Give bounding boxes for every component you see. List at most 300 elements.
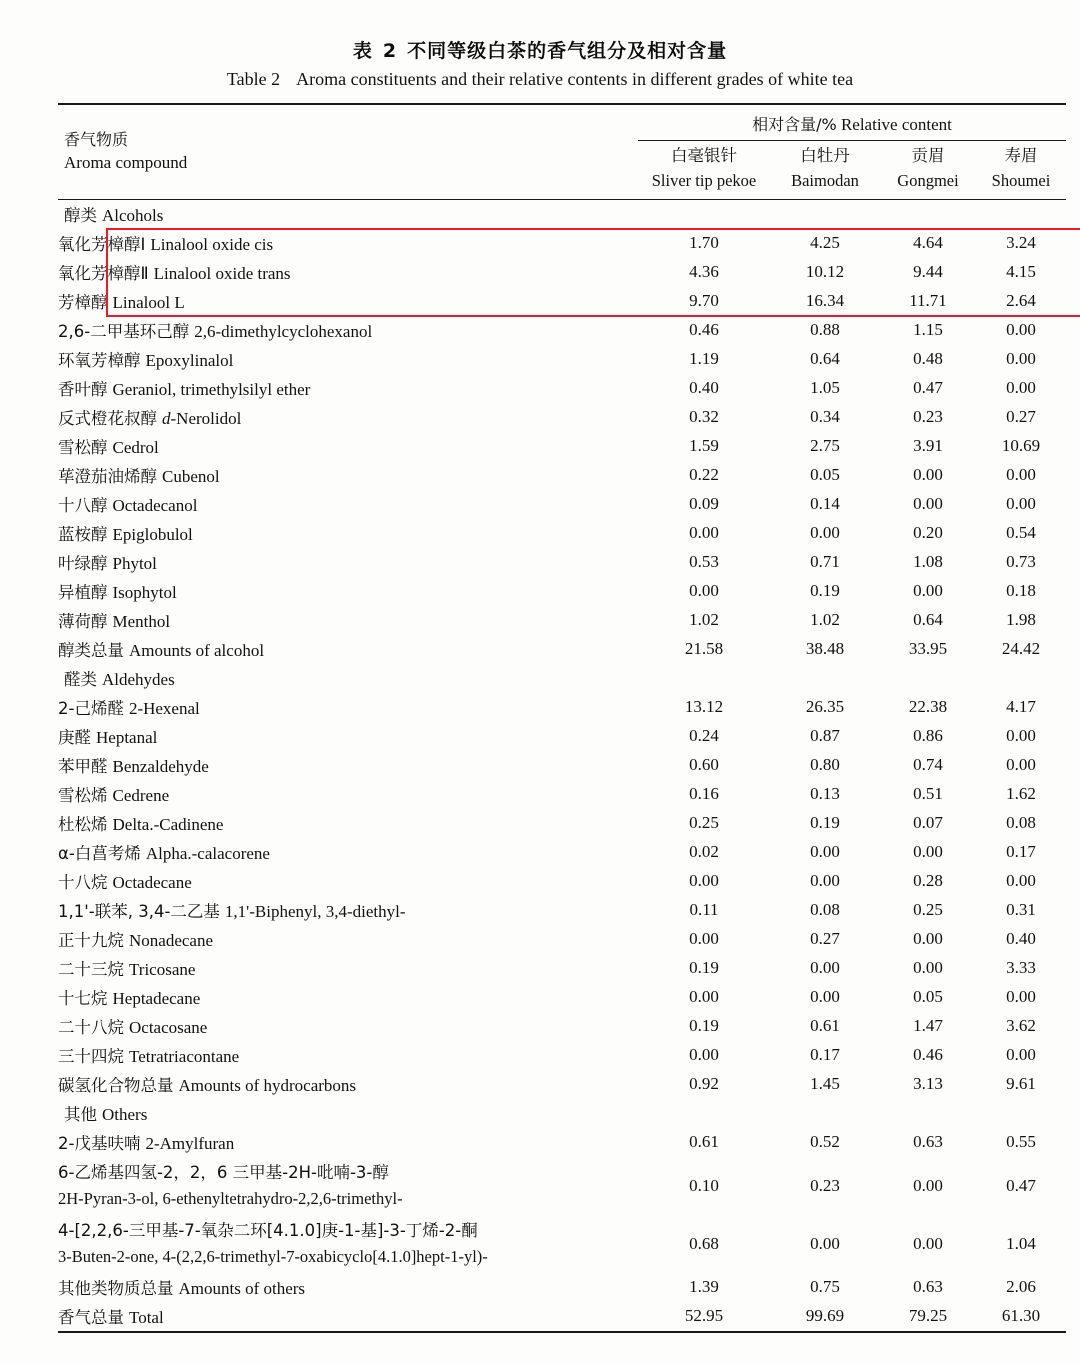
- value-cell: 0.19: [689, 1016, 719, 1035]
- value-cell: 0.00: [1006, 378, 1036, 397]
- value-cell: 1.98: [1006, 610, 1036, 629]
- table-section-row: [58, 664, 1066, 693]
- column-header-gongmei: [880, 141, 976, 200]
- compound-name-en: Amounts of alcohol: [129, 641, 265, 660]
- value-cell: 0.00: [810, 987, 840, 1006]
- value-cell: 0.74: [913, 755, 943, 774]
- value-cell: 3.24: [1006, 233, 1036, 252]
- compound-name-en: Phytol: [112, 554, 157, 573]
- compound-name-cell: [58, 983, 638, 1012]
- value-cell: 0.19: [810, 813, 840, 832]
- compound-name-en: Linalool L: [112, 293, 185, 312]
- value-cell: 0.00: [913, 581, 943, 600]
- column-header-en: Baimodan: [791, 170, 859, 190]
- value-cell: 2.64: [1006, 291, 1036, 310]
- compound-name-cell: [58, 461, 638, 490]
- value-cell: 4.64: [913, 233, 943, 252]
- compound-name-cell: [58, 490, 638, 519]
- compound-name-cn: 反式橙花叔醇: [58, 409, 157, 428]
- compound-name-en: 2-Amylfuran: [145, 1134, 235, 1153]
- compound-name-en: Octadecane: [112, 873, 192, 892]
- header-compound-cell: [58, 105, 638, 199]
- value-cell: 0.47: [1006, 1175, 1036, 1195]
- compound-name-en: Nonadecane: [129, 931, 214, 950]
- value-cell: 1.04: [1006, 1233, 1036, 1253]
- value-cell: 3.13: [913, 1074, 943, 1093]
- compound-name-en: Cedrol: [112, 438, 159, 457]
- value-cell: 0.51: [913, 784, 943, 803]
- table-row: [58, 1157, 1066, 1215]
- value-cell: 0.71: [810, 552, 840, 571]
- value-cell: 0.19: [810, 581, 840, 600]
- value-cell: 0.00: [913, 494, 943, 513]
- compound-name-en: d-Nerolidol: [162, 409, 242, 428]
- compound-name-cn: 4-[2,2,6-三甲基-7-氧杂二环[4.1.0]庚-1-基]-3-丁烯-2-酮: [58, 1220, 478, 1240]
- value-cell: 0.00: [913, 842, 943, 861]
- compound-name-en: Heptanal: [96, 728, 158, 747]
- value-cell: 52.95: [684, 1306, 724, 1325]
- compound-name-cn: 6-乙烯基四氢-2，2，6 三甲基-2H-吡喃-3-醇: [58, 1162, 389, 1182]
- value-cell: 0.61: [689, 1132, 719, 1151]
- compound-name-en: Aldehydes: [102, 670, 175, 689]
- value-cell: 0.25: [913, 900, 943, 919]
- value-cell: 0.00: [689, 871, 719, 890]
- compound-name-cell: [58, 867, 638, 896]
- value-cell: 0.00: [689, 929, 719, 948]
- compound-name-cell: [58, 751, 638, 780]
- table-row: [58, 345, 1066, 374]
- value-cell: 0.00: [689, 1045, 719, 1064]
- value-cell: 0.31: [1006, 900, 1036, 919]
- value-cell: 0.23: [810, 1175, 840, 1195]
- value-cell: 4.36: [689, 262, 719, 281]
- compound-name-cn: 蓝桉醇: [58, 525, 108, 544]
- value-cell: 0.27: [1006, 407, 1036, 426]
- header-relative-content-en: Relative content: [840, 115, 952, 134]
- value-cell: 0.05: [913, 987, 943, 1006]
- value-cell: 16.34: [805, 291, 845, 310]
- compound-name-en: Alpha.-calacorene: [145, 844, 270, 863]
- value-cell: 9.44: [913, 262, 943, 281]
- value-cell: 21.58: [684, 639, 724, 658]
- value-cell: 0.05: [810, 465, 840, 484]
- compound-name-en: Alcohols: [102, 206, 164, 225]
- value-cell: 2.06: [1006, 1277, 1036, 1296]
- header-relative-content: [638, 105, 1066, 139]
- value-cell: [880, 664, 976, 693]
- value-cell: 0.32: [689, 407, 719, 426]
- value-cell: 0.00: [1006, 320, 1036, 339]
- compound-name-cell: [58, 1012, 638, 1041]
- table-row: [58, 1012, 1066, 1041]
- value-cell: 38.48: [805, 639, 845, 658]
- compound-name-cn: α-白菖考烯: [58, 844, 141, 863]
- column-header-shoumei: [976, 141, 1066, 200]
- compound-name-cell: [58, 954, 638, 983]
- compound-name-cell: [58, 577, 638, 606]
- table-row: [58, 606, 1066, 635]
- compound-name-cell: [58, 722, 638, 751]
- compound-name-en: Heptadecane: [112, 989, 201, 1008]
- compound-name-cell: [58, 548, 638, 577]
- table-row: [58, 461, 1066, 490]
- table-row: [58, 635, 1066, 664]
- value-cell: 0.63: [913, 1277, 943, 1296]
- value-cell: 0.00: [1006, 349, 1036, 368]
- value-cell: 0.00: [810, 1233, 840, 1253]
- value-cell: 1.62: [1006, 784, 1036, 803]
- compound-name-cn: 其他类物质总量: [58, 1279, 174, 1298]
- compound-name-cn: 庚醛: [58, 728, 91, 747]
- compound-name-cell: [58, 838, 638, 867]
- value-cell: 0.73: [1006, 552, 1036, 571]
- value-cell: 0.80: [810, 755, 840, 774]
- compound-name-cn: 二十三烷: [58, 960, 124, 979]
- value-cell: 0.17: [810, 1045, 840, 1064]
- value-cell: 0.00: [1006, 755, 1036, 774]
- compound-name-cn: 香叶醇: [58, 380, 108, 399]
- value-cell: 0.53: [689, 552, 719, 571]
- compound-name-cn: 十八醇: [58, 496, 108, 515]
- table-row: [58, 838, 1066, 867]
- compound-name-cn: 杜松烯: [58, 815, 108, 834]
- compound-name-en: 2-Hexenal: [128, 699, 200, 718]
- compound-name-en: 3-Buten-2-one, 4-(2,2,6-trimethyl-7-oxabicyclo[4.1.0]hept-1-yl)-: [58, 1246, 488, 1266]
- value-cell: 0.75: [810, 1277, 840, 1296]
- compound-name-cn: 雪松烯: [58, 786, 108, 805]
- compound-name-cn: 十七烷: [58, 989, 108, 1008]
- compound-name-en: Octacosane: [129, 1018, 208, 1037]
- value-cell: 0.14: [810, 494, 840, 513]
- value-cell: 0.00: [913, 958, 943, 977]
- value-cell: 0.10: [689, 1175, 719, 1195]
- value-cell: 0.23: [913, 407, 943, 426]
- value-cell: 0.00: [1006, 726, 1036, 745]
- value-cell: 26.35: [805, 697, 845, 716]
- header-relative-content-cn: 相对含量/%: [752, 115, 837, 134]
- caption-cn-label: 表: [352, 40, 373, 62]
- value-cell: 33.95: [908, 639, 948, 658]
- value-cell: 4.15: [1006, 262, 1036, 281]
- compound-name-cell: [58, 432, 638, 461]
- compound-name-cell: [58, 1302, 638, 1332]
- value-cell: [770, 664, 880, 693]
- table-row: [58, 1215, 1066, 1273]
- compound-name-en: Menthol: [112, 612, 171, 631]
- value-cell: 0.86: [913, 726, 943, 745]
- value-cell: 0.46: [689, 320, 719, 339]
- value-cell: 0.88: [810, 320, 840, 339]
- table-row: [58, 490, 1066, 519]
- compound-name-cell: [58, 1157, 638, 1215]
- table-row: [58, 316, 1066, 345]
- compound-name-cell: [58, 200, 638, 229]
- value-cell: 2.75: [810, 436, 840, 455]
- value-cell: 0.52: [810, 1132, 840, 1151]
- value-cell: 0.00: [913, 465, 943, 484]
- compound-name-cell: [58, 664, 638, 693]
- compound-name-cell: [58, 1041, 638, 1070]
- compound-name-en: Amounts of others: [178, 1279, 306, 1298]
- value-cell: 0.00: [810, 958, 840, 977]
- value-cell: [770, 200, 880, 229]
- compound-name-cell: [58, 229, 638, 258]
- compound-name-en: 2,6-dimethylcyclohexanol: [194, 322, 373, 341]
- value-cell: 1.08: [913, 552, 943, 571]
- value-cell: 0.24: [689, 726, 719, 745]
- value-cell: 0.27: [810, 929, 840, 948]
- value-cell: 0.64: [913, 610, 943, 629]
- compound-name-cell: [58, 403, 638, 432]
- compound-name-cn: 叶绿醇: [58, 554, 108, 573]
- table-row: [58, 548, 1066, 577]
- value-cell: 1.02: [689, 610, 719, 629]
- table-row: [58, 867, 1066, 896]
- compound-name-cn: 碳氢化合物总量: [58, 1076, 174, 1095]
- value-cell: 0.00: [913, 1175, 943, 1195]
- table-row: [58, 1128, 1066, 1157]
- value-cell: [976, 664, 1066, 693]
- table-row: [58, 258, 1066, 287]
- value-cell: 0.00: [1006, 494, 1036, 513]
- value-cell: 0.60: [689, 755, 719, 774]
- value-cell: [638, 200, 770, 229]
- value-cell: 0.11: [689, 900, 719, 919]
- column-header-cn: 白毫银针: [671, 146, 737, 165]
- value-cell: 0.00: [1006, 1045, 1036, 1064]
- compound-name-cn: 醇类总量: [58, 641, 124, 660]
- column-header-sliver-tip-pekoe: [638, 141, 770, 200]
- compound-name-cn: 荜澄茄油烯醇: [58, 467, 157, 486]
- compound-name-cell: [58, 345, 638, 374]
- value-cell: 61.30: [1001, 1306, 1041, 1325]
- table-row: [58, 954, 1066, 983]
- table-caption: [0, 36, 1080, 90]
- value-cell: 0.00: [689, 581, 719, 600]
- compound-name-cell: [58, 519, 638, 548]
- value-cell: 0.92: [689, 1074, 719, 1093]
- value-cell: 0.00: [689, 987, 719, 1006]
- compound-name-cn: 香气总量: [58, 1308, 124, 1327]
- table-row: [58, 983, 1066, 1012]
- value-cell: 1.39: [689, 1277, 719, 1296]
- value-cell: 1.47: [913, 1016, 943, 1035]
- value-cell: 10.69: [1001, 436, 1041, 455]
- table-row: [58, 519, 1066, 548]
- column-header-cn: 寿眉: [1004, 146, 1038, 165]
- compound-name-cn: 环氧芳樟醇: [58, 351, 141, 370]
- compound-name-cn: 十八烷: [58, 873, 108, 892]
- compound-name-cell: [58, 1099, 638, 1128]
- compound-name-cn: 三十四烷: [58, 1047, 124, 1066]
- compound-name-cell: [58, 693, 638, 722]
- value-cell: 0.47: [913, 378, 943, 397]
- column-header-en: Gongmei: [897, 170, 959, 190]
- value-cell: [770, 1099, 880, 1128]
- compound-name-cell: [58, 780, 638, 809]
- compound-name-en: Benzaldehyde: [112, 757, 209, 776]
- value-cell: 0.22: [689, 465, 719, 484]
- value-cell: 0.18: [1006, 581, 1036, 600]
- compound-name-cell: [58, 316, 638, 345]
- compound-name-en: 1,1'-Biphenyl, 3,4-diethyl-: [224, 902, 406, 921]
- compound-name-en: Isophytol: [112, 583, 177, 602]
- column-header-cn: 贡眉: [911, 146, 945, 165]
- value-cell: 11.71: [909, 291, 947, 310]
- value-cell: [880, 200, 976, 229]
- value-cell: 0.64: [810, 349, 840, 368]
- compound-name-en: Tetratriacontane: [129, 1047, 240, 1066]
- compound-name-cell: [58, 1273, 638, 1302]
- column-header-cn: 白牡丹: [800, 146, 850, 165]
- value-cell: 0.68: [689, 1233, 719, 1253]
- aroma-table: [58, 103, 1066, 1333]
- value-cell: 3.91: [913, 436, 943, 455]
- value-cell: 13.12: [684, 697, 724, 716]
- value-cell: 0.00: [913, 929, 943, 948]
- value-cell: 10.12: [805, 262, 845, 281]
- value-cell: 9.61: [1006, 1074, 1036, 1093]
- compound-name-cell: [58, 1070, 638, 1099]
- table-row: [58, 403, 1066, 432]
- value-cell: 0.40: [689, 378, 719, 397]
- value-cell: 0.87: [810, 726, 840, 745]
- value-cell: 0.00: [810, 523, 840, 542]
- table-row: [58, 432, 1066, 461]
- compound-name-cn: 1,1'-联苯, 3,4-二乙基: [58, 902, 220, 921]
- compound-name-cell: [58, 1128, 638, 1157]
- compound-name-en: Amounts of hydrocarbons: [178, 1076, 357, 1095]
- value-cell: 0.16: [689, 784, 719, 803]
- value-cell: 0.34: [810, 407, 840, 426]
- compound-name-cell: [58, 258, 638, 287]
- caption-en-text: Aroma constituents and their relative contents in different grades of white tea: [296, 69, 854, 89]
- compound-name-en: Total: [129, 1308, 164, 1327]
- value-cell: 1.70: [689, 233, 719, 252]
- compound-name-en: Geraniol, trimethylsilyl ether: [112, 380, 311, 399]
- value-cell: 0.55: [1006, 1132, 1036, 1151]
- compound-name-en: Tricosane: [129, 960, 196, 979]
- value-cell: [880, 1099, 976, 1128]
- compound-name-cn: 正十九烷: [58, 931, 124, 950]
- value-cell: 0.20: [913, 523, 943, 542]
- value-cell: 0.08: [810, 900, 840, 919]
- value-cell: [976, 200, 1066, 229]
- table-section-row: [58, 1099, 1066, 1128]
- value-cell: 9.70: [689, 291, 719, 310]
- compound-name-cell: [58, 287, 638, 316]
- compound-name-cn: 二十八烷: [58, 1018, 124, 1037]
- value-cell: 99.69: [805, 1306, 845, 1325]
- value-cell: 0.00: [810, 842, 840, 861]
- compound-name-en: Delta.-Cadinene: [112, 815, 224, 834]
- table-row: [58, 693, 1066, 722]
- compound-name-en: Cubenol: [162, 467, 220, 486]
- compound-name-cell: [58, 896, 638, 925]
- table-row: [58, 751, 1066, 780]
- value-cell: 1.45: [810, 1074, 840, 1093]
- header-compound-cn: 香气物质: [64, 129, 129, 149]
- table-row: [58, 1273, 1066, 1302]
- compound-name-cn: 氧化芳樟醇Ⅰ: [58, 235, 146, 254]
- value-cell: 0.00: [1006, 465, 1036, 484]
- table-row: [58, 809, 1066, 838]
- value-cell: 0.63: [913, 1132, 943, 1151]
- compound-name-cell: [58, 374, 638, 403]
- value-cell: 79.25: [908, 1306, 948, 1325]
- value-cell: 0.08: [1006, 813, 1036, 832]
- compound-name-cn: 氧化芳樟醇Ⅱ: [58, 264, 149, 283]
- table-row: [58, 577, 1066, 606]
- aroma-table-container: [58, 103, 1066, 1333]
- compound-name-cn: 2,6-二甲基环己醇: [58, 322, 190, 341]
- compound-name-cn: 2-己烯醛: [58, 699, 124, 718]
- value-cell: 0.17: [1006, 842, 1036, 861]
- value-cell: 22.38: [908, 697, 948, 716]
- value-cell: 1.59: [689, 436, 719, 455]
- value-cell: 4.25: [810, 233, 840, 252]
- compound-name-en: Linalool oxide trans: [153, 264, 291, 283]
- table-row: [58, 896, 1066, 925]
- compound-name-cell: [58, 1215, 638, 1273]
- table-row: [58, 780, 1066, 809]
- compound-name-cn: 其他: [64, 1105, 97, 1124]
- value-cell: 1.05: [810, 378, 840, 397]
- value-cell: 0.09: [689, 494, 719, 513]
- column-header-baimodan: [770, 141, 880, 200]
- value-cell: 24.42: [1001, 639, 1041, 658]
- value-cell: 0.00: [1006, 987, 1036, 1006]
- compound-name-cell: [58, 925, 638, 954]
- value-cell: 0.07: [913, 813, 943, 832]
- value-cell: 3.33: [1006, 958, 1036, 977]
- caption-cn-number: 2: [382, 40, 398, 62]
- value-cell: 0.00: [689, 523, 719, 542]
- value-cell: 0.00: [810, 871, 840, 890]
- table-row: [58, 925, 1066, 954]
- value-cell: 0.25: [689, 813, 719, 832]
- compound-name-en: Epiglobulol: [112, 525, 193, 544]
- table-row: [58, 287, 1066, 316]
- compound-name-cn: 雪松醇: [58, 438, 108, 457]
- compound-name-cell: [58, 809, 638, 838]
- compound-name-cn: 2-戊基呋喃: [58, 1134, 141, 1153]
- value-cell: 0.02: [689, 842, 719, 861]
- value-cell: [638, 664, 770, 693]
- value-cell: 0.61: [810, 1016, 840, 1035]
- compound-name-en: Epoxylinalol: [145, 351, 234, 370]
- header-group-row: [58, 105, 1066, 139]
- table-row: [58, 229, 1066, 258]
- value-cell: 0.48: [913, 349, 943, 368]
- value-cell: 0.19: [689, 958, 719, 977]
- table-body: [58, 104, 1066, 1333]
- compound-name-en: Others: [102, 1105, 148, 1124]
- compound-name-en: Octadecanol: [112, 496, 198, 515]
- table-row: [58, 1041, 1066, 1070]
- value-cell: 0.54: [1006, 523, 1036, 542]
- compound-name-cn: 醛类: [64, 670, 97, 689]
- caption-english: [0, 69, 1080, 90]
- compound-name-cn: 芳樟醇: [58, 293, 108, 312]
- table-row: [58, 1302, 1066, 1332]
- compound-name-cn: 苯甲醛: [58, 757, 108, 776]
- table-row: [58, 1070, 1066, 1099]
- caption-cn-text: 不同等级白茶的香气组分及相对含量: [407, 40, 728, 62]
- value-cell: 4.17: [1006, 697, 1036, 716]
- value-cell: 0.28: [913, 871, 943, 890]
- caption-en-label: Table 2: [226, 69, 281, 89]
